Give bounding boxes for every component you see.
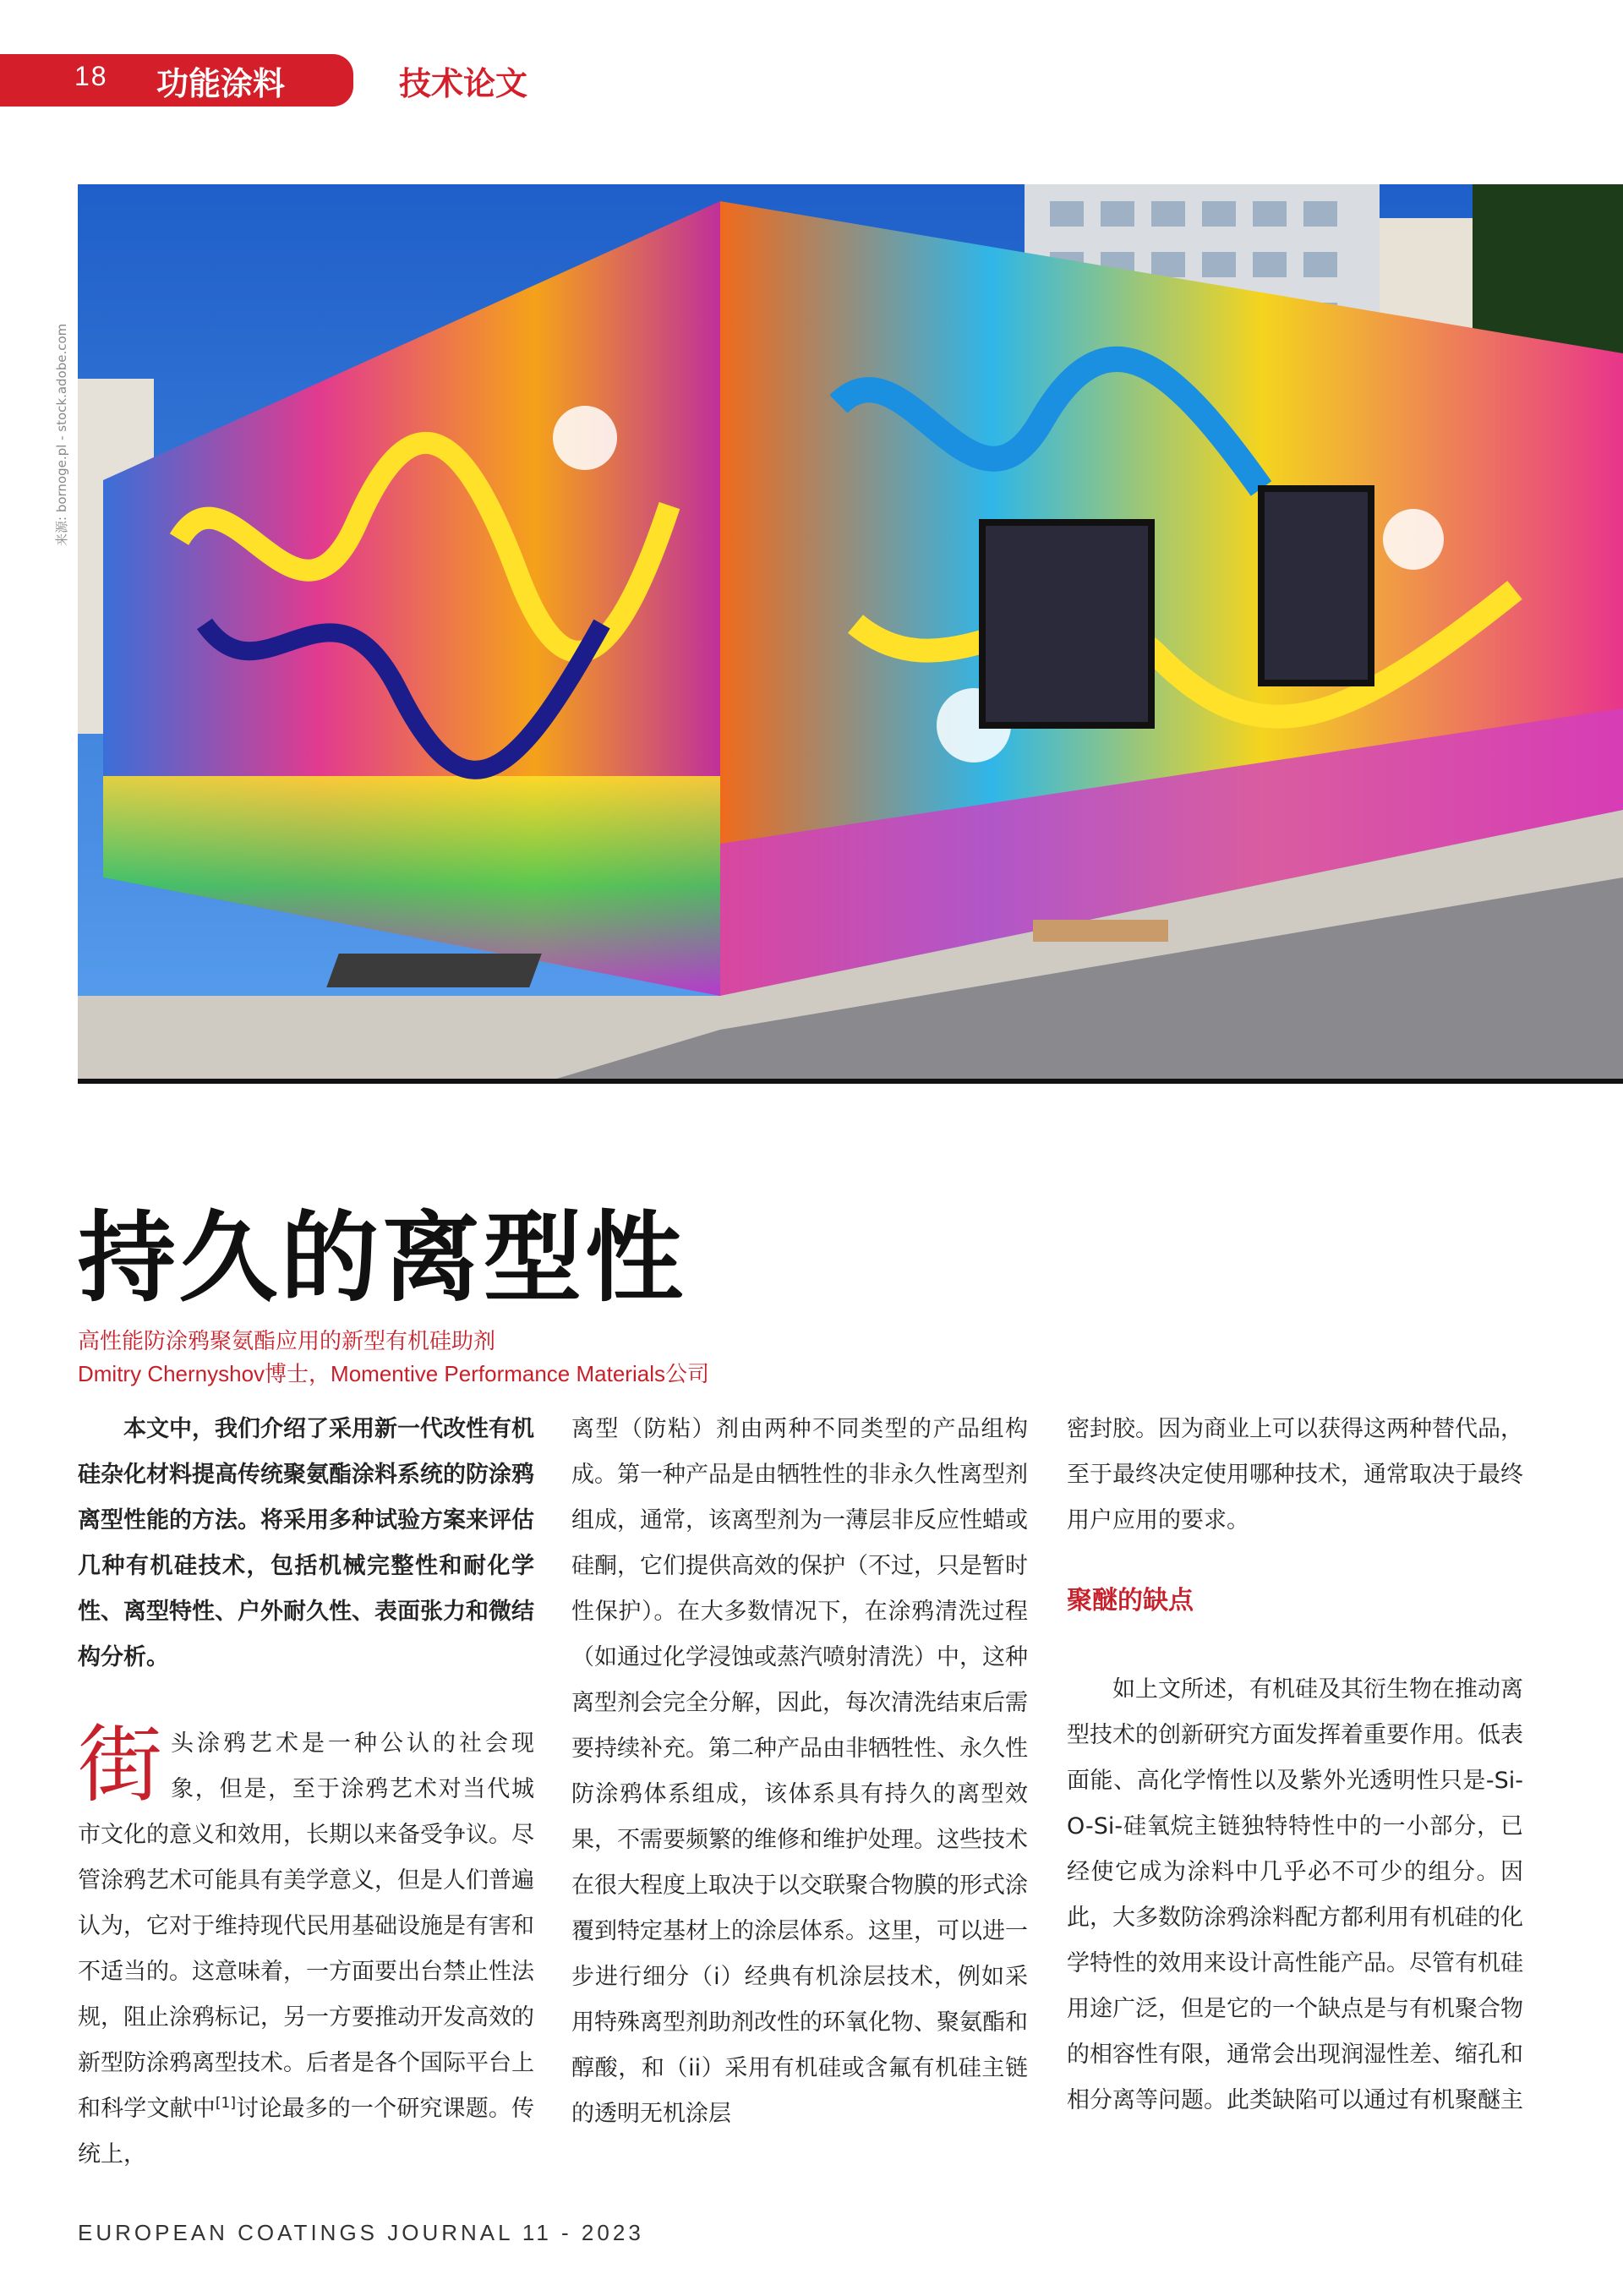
intro-text-b: 讨论最多的一个研究课题。传统上， bbox=[78, 2096, 535, 2168]
section-heading: 聚醚的缺点 bbox=[1067, 1586, 1194, 1615]
abstract: 本文中，我们介绍了采用新一代改性有机硅杂化材料提高传统聚氨酯涂料系统的防涂鸦离型性能的方法。将采用多种试验方案来评估几种有机硅技术，包括机械完整性和耐化学性、离型特性、户外耐久性、表面张力和微结构分析。 bbox=[78, 1416, 534, 1670]
image-credit-text: 来源: bornoge.pl - stock.adobe.com bbox=[54, 323, 69, 546]
column-2-text: 离型（防粘）剂由两种不同类型的产品组构成。第一种产品是由牺牲性的非永久性离型剂组成，通常，该离型剂为一薄层非反应性蜡或硅酮，它们提供高效的保护（不过，只是暂时性保护）。在大多数情况下，在涂鸦清洗过程（如通过化学浸蚀或蒸汽喷射清洗）中，这种离型剂会完全分解，因此，每次清洗结束后需要持续补充。第二种产品由非牺牲性、永久性防涂鸦体系组成，该体系具有持久的离型效果，不需要频繁的维修和维护处理。这些技术在很大程度上取决于以交联聚合物膜的形式涂覆到特定基材上的涂层体系。这里，可以进一步进行细分（i）经典有机涂层技术，例如采用特殊离型剂助剂改性的环氧化物、聚氨酯和醇酸，和（ii）采用有机硅或含氟有机硅主链的透明无机涂层 bbox=[571, 1416, 1028, 2127]
image-credit bbox=[52, 191, 74, 546]
category-label: 技术论文 bbox=[399, 65, 528, 102]
article-authors: Dmitry Chernyshov博士，Momentive Performance Materials公司 bbox=[78, 1361, 709, 1386]
column-3-text-a: 密封胶。因为商业上可以获得这两种替代品，至于最终决定使用哪种技术，通常取决于最终用户应用的要求。 bbox=[1067, 1416, 1523, 1533]
reference-marker: [1] bbox=[215, 2095, 237, 2112]
drop-cap: 街 bbox=[78, 1715, 162, 1814]
column-1 bbox=[78, 1407, 534, 2178]
section-label: 功能涂料 bbox=[156, 65, 286, 102]
hero-bottom-rule bbox=[78, 1079, 1623, 1084]
journal-footer: EUROPEAN COATINGS JOURNAL 11 - 2023 bbox=[78, 2220, 644, 2245]
column-3-text-b: 如上文所述，有机硅及其衍生物在推动离型技术的创新研究方面发挥着重要作用。低表面能、高化学惰性以及紫外光透明性只是-Si-O-Si-硅氧烷主链独特特性中的一小部分，已经使它成为涂料中几乎必不可少的组分。因此，大多数防涂鸦涂料配方都利用有机硅的化学特性的效用来设计高性能产品。尽管有机硅用途广泛，但是它的一个缺点是与有机聚合物的相容性有限，通常会出现润湿性差、缩孔和相分离等问题。此类缺陷可以通过有机聚醚主 bbox=[1067, 1676, 1523, 2113]
article-title: 持久的离型性 bbox=[78, 1201, 686, 1315]
column-2 bbox=[571, 1407, 1028, 2137]
column-3 bbox=[1067, 1407, 1523, 2124]
article-subtitle: 高性能防涂鸦聚氨酯应用的新型有机硅助剂 bbox=[78, 1329, 496, 1354]
page-number: 18 bbox=[74, 61, 108, 91]
intro-text-a: 头涂鸦艺术是一种公认的社会现象，但是，至于涂鸦艺术对当代城市文化的意义和效用，长期以来备受争议。尽管涂鸦艺术可能具有美学意义，但是人们普遍认为，它对于维持现代民用基础设施是有害和不适当的。这意味着，一方面要出台禁止性法规，阻止涂鸦标记，另一方要推动开发高效的新型防涂鸦离型技术。后者是各个国际平台上和科学文献中 bbox=[78, 1730, 534, 2122]
intro-paragraph bbox=[78, 1715, 535, 2178]
graffiti-wall-illustration bbox=[78, 184, 1623, 1080]
hero-image bbox=[78, 184, 1623, 1080]
